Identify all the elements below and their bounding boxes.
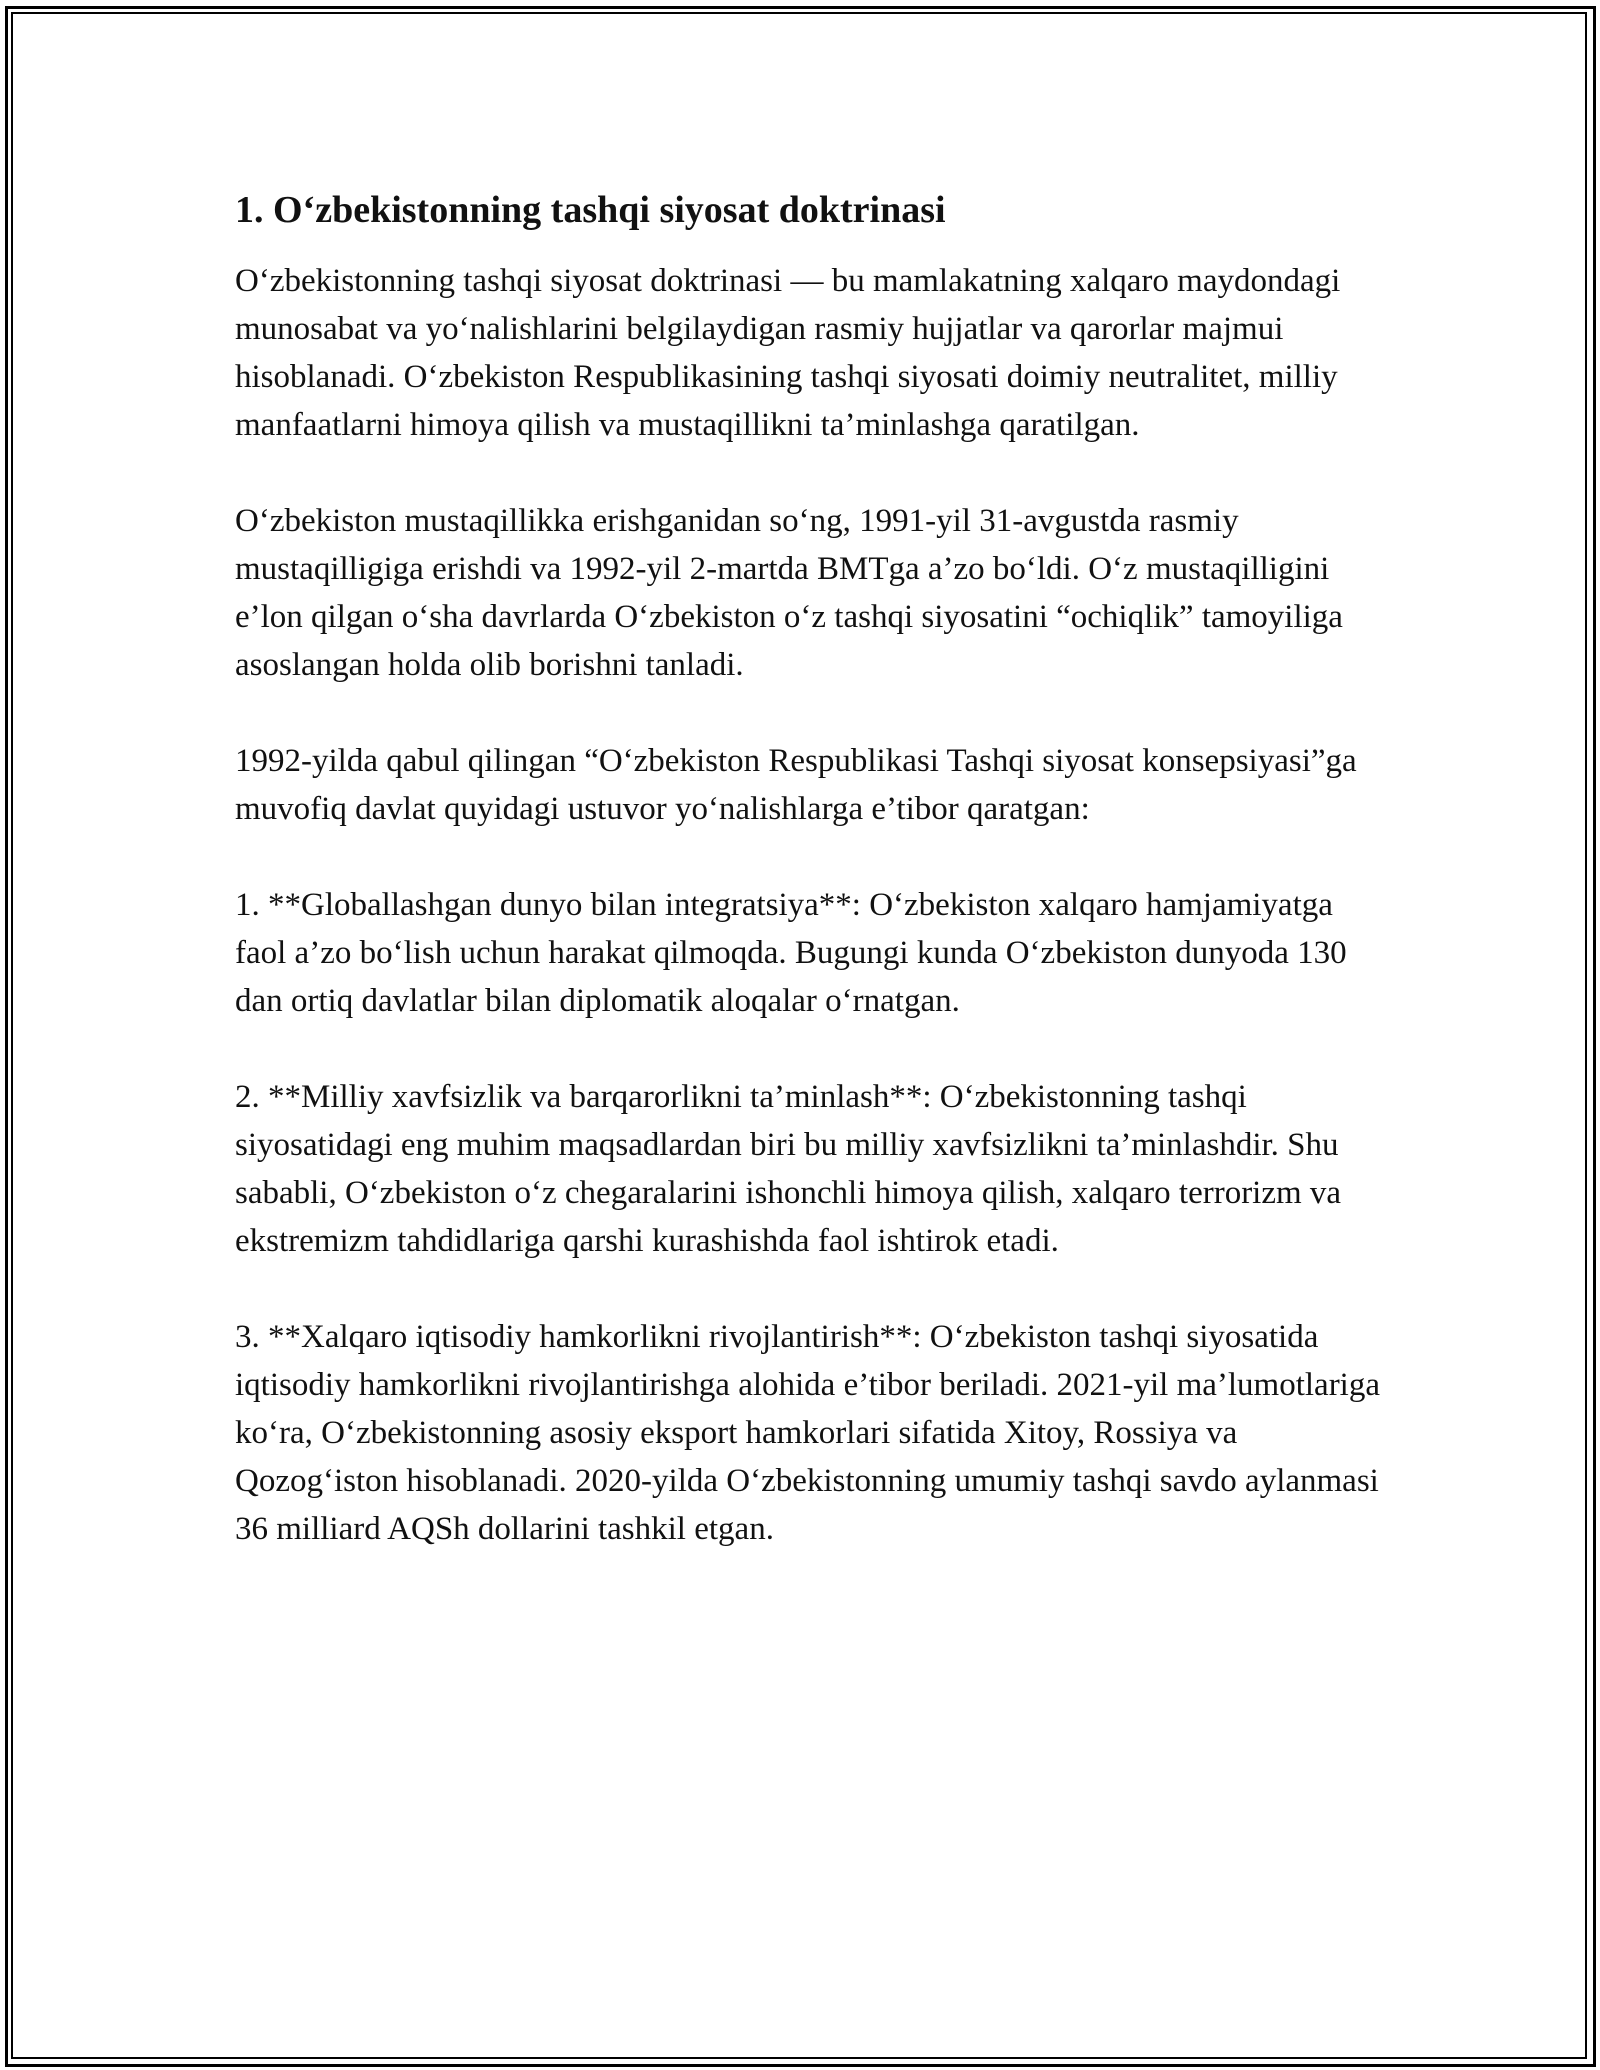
- document-title: 1. O‘zbekistonning tashqi siyosat doktrinasi: [235, 189, 946, 231]
- list-item-economic-cooperation: 3. **Xalqaro iqtisodiy hamkorlikni rivojlantirish**: O‘zbekiston tashqi siyosatida iqtisodiy hamkorlikni rivojlantirishga alohida e’tibor beriladi. 2021-yil ma’lumotlariga ko‘ra, O‘zbekistonning asosiy eksport hamkorlari sifatida Xitoy, Rossiya va Qozog‘iston hisoblanadi. 2020-yilda O‘zbekistonning umumiy tashqi savdo aylanmasi 36 milliard AQSh dollarini tashkil etgan.: [235, 1319, 1380, 1548]
- paragraph-independence: O‘zbekiston mustaqillikka erishganidan so‘ng, 1991-yil 31-avgustda rasmiy mustaqilligiga erishdi va 1992-yil 2-martda BMTga a’zo bo‘ldi. O‘z mustaqilligini e’lon qilgan o‘sha davrlarda O‘zbekiston o‘z tashqi siyosatini “ochiqlik” tamoyiliga asoslangan holda olib borishni tanladi.: [235, 503, 1343, 684]
- document-body: [235, 186, 1385, 1601]
- list-item-security: 2. **Milliy xavfsizlik va barqarorlikni ta’minlash**: O‘zbekistonning tashqi siyosatidagi eng muhim maqsadlardan biri bu milliy xavfsizlikni ta’minlashdir. Shu sababli, O‘zbekiston o‘z chegaralarini ishonchli himoya qilish, xalqaro terrorizm va ekstremizm tahdidlariga qarshi kurashishda faol ishtirok etadi.: [235, 1079, 1342, 1260]
- list-item-integration: 1. **Globallashgan dunyo bilan integratsiya**: O‘zbekiston xalqaro hamjamiyatga faol a’zo bo‘lish uchun harakat qilmoqda. Bugungi kunda O‘zbekiston dunyoda 130 dan ortiq davlatlar bilan diplomatik aloqalar o‘rnatgan.: [235, 887, 1347, 1020]
- paragraph-intro: O‘zbekistonning tashqi siyosat doktrinasi — bu mamlakatning xalqaro maydondagi munosabat va yo‘nalishlarini belgilaydigan rasmiy hujjatlar va qarorlar majmui hisoblanadi. O‘zbekiston Respublikasining tashqi siyosati doimiy neutralitet, milliy manfaatlarni himoya qilish va mustaqillikni ta’minlashga qaratilgan.: [235, 263, 1341, 444]
- paragraph-concept: 1992-yilda qabul qilingan “O‘zbekiston Respublikasi Tashqi siyosat konsepsiyasi”ga muvofiq davlat quyidagi ustuvor yo‘nalishlarga e’tibor qaratgan:: [235, 743, 1357, 828]
